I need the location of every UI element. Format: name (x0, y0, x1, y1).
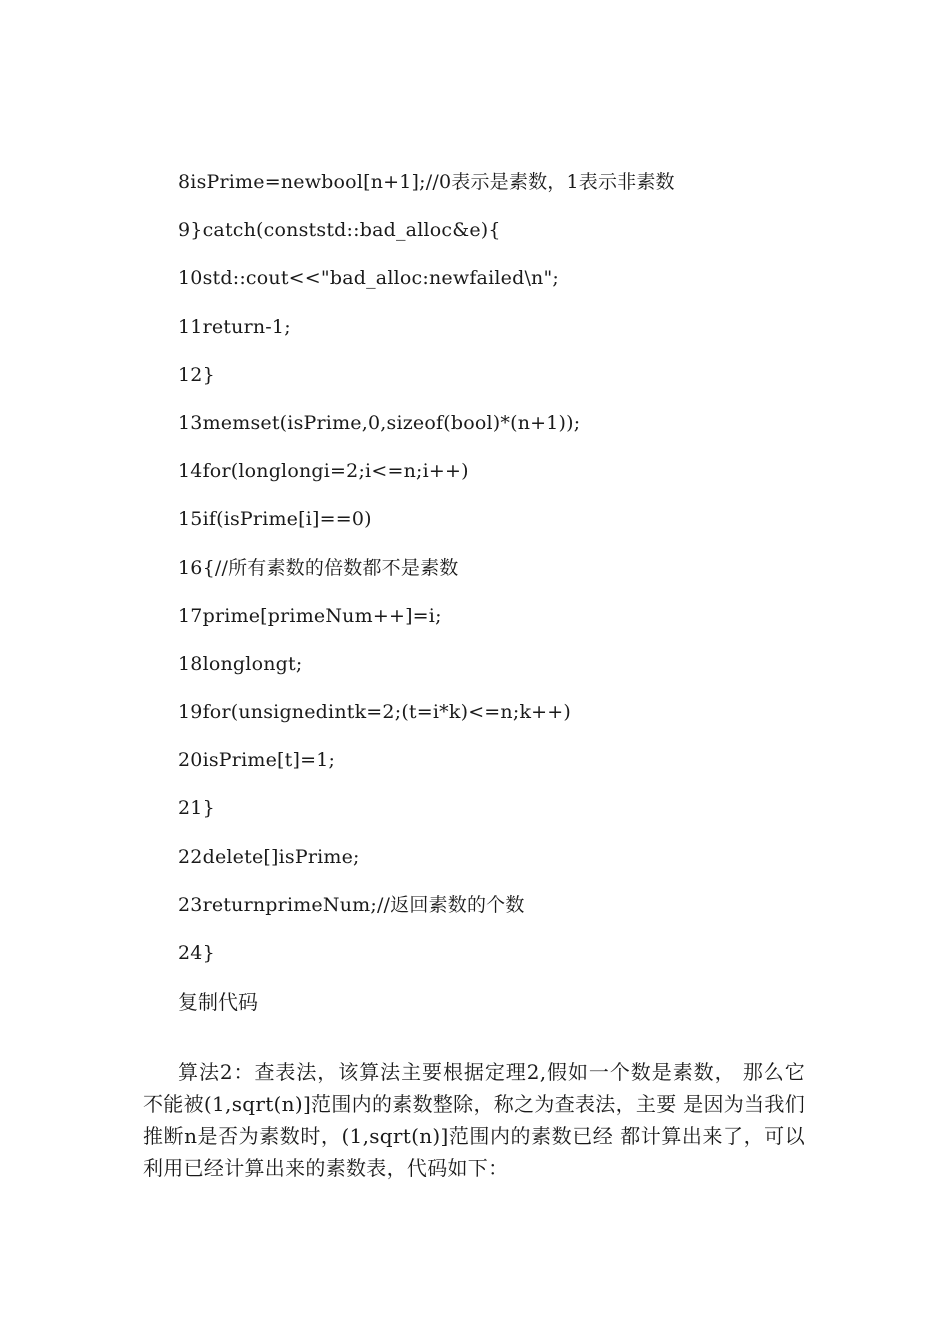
code-line-14: 14for(longlongi=2;i<=n;i++) (178, 460, 469, 483)
code-listing (178, 167, 818, 986)
code-line-21: 21} (178, 797, 215, 820)
code-line-18: 18longlongt; (178, 652, 303, 675)
code-line-17: 17prime[primeNum++]=i; (178, 604, 442, 627)
code-line-10: 10std::cout<<"bad_alloc:newfailed\n"; (178, 267, 560, 290)
code-line-23: 23returnprimeNum;//返回素数的个数 (178, 893, 525, 916)
code-line-9: 9}catch(conststd::bad_alloc&e){ (178, 219, 501, 242)
code-line-16: 16{//所有素数的倍数都不是素数 (178, 556, 459, 579)
code-line-15: 15if(isPrime[i]==0) (178, 508, 372, 531)
copy-code-label: 复制代码 (178, 990, 258, 1014)
code-line-8: 8isPrime=newbool[n+1];//0表示是素数，1表示非素数 (178, 171, 675, 193)
algorithm-description: 算法2：查表法，该算法主要根据定理2,假如一个数是素数， 那么它不能被(1,sqrt(n)]范围内的素数整除，称之为查表法，主要 是因为当我们推断n是否为素数时，(1,sqrt(n)]范围内的素数已经 都计算出来了，可以利用已经计算出来的素数表，代码如下： (143, 1060, 805, 1180)
code-line-19: 19for(unsignedintk=2;(t=i*k)<=n;k++) (178, 701, 572, 724)
code-line-20: 20isPrime[t]=1; (178, 749, 336, 772)
code-line-22: 22delete[]isPrime; (178, 845, 360, 868)
code-line-12: 12} (178, 363, 215, 386)
code-line-13: 13memset(isPrime,0,sizeof(bool)*(n+1)); (178, 411, 581, 434)
code-line-11: 11return-1; (178, 315, 291, 338)
code-line-24: 24} (178, 942, 215, 964)
